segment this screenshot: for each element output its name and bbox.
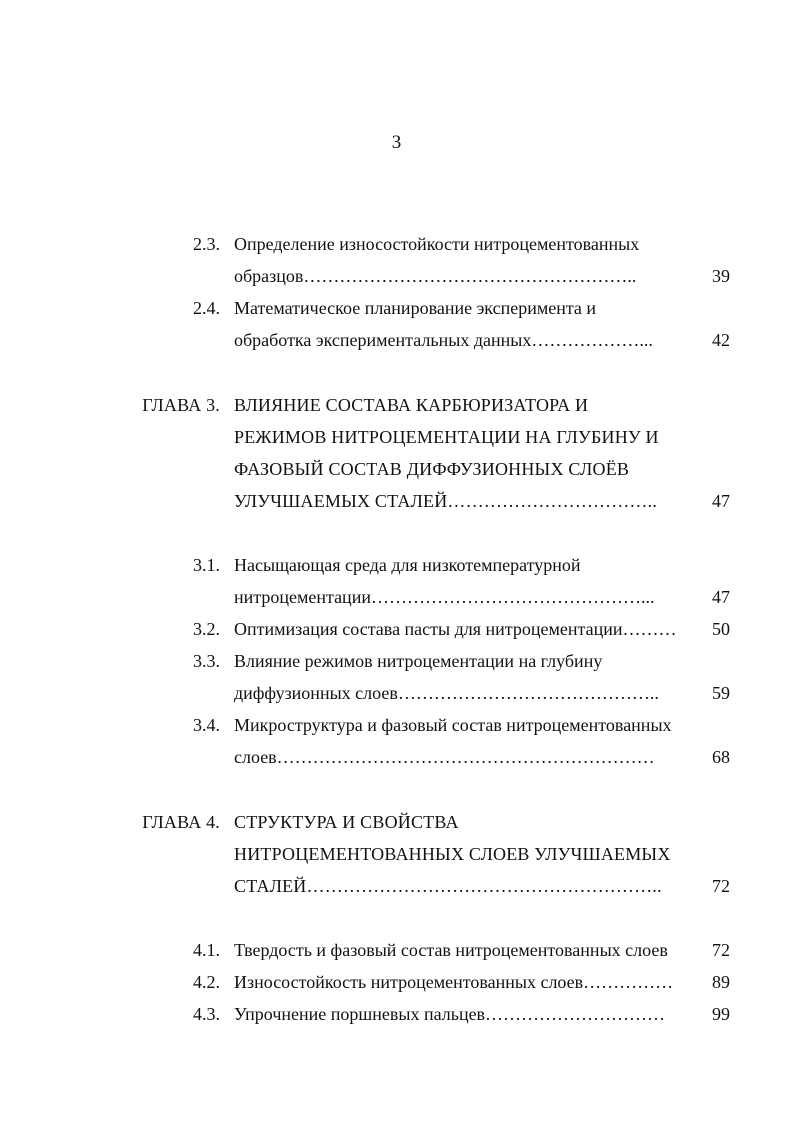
chapter-title-cont: ФАЗОВЫЙ СОСТАВ ДИФФУЗИОННЫХ СЛОЁВ [234,459,630,479]
section-title: Микроструктура и фазовый состав нитроцементованных [234,715,672,735]
chapter-number: ГЛАВА 3. [142,395,220,415]
page-ref: 47 [712,491,730,511]
page-ref: 99 [712,1004,730,1024]
section-title-cont: диффузионных слоев…………………………………….. [234,683,659,703]
chapter-number: ГЛАВА 4. [142,812,220,832]
chapter-title-cont: НИТРОЦЕМЕНТОВАННЫХ СЛОЕВ УЛУЧШАЕМЫХ [234,844,671,864]
section-title: Твердость и фазовый состав нитроцементованных слоев [234,940,668,960]
section-number: 4.3. [193,1004,220,1024]
section-number: 3.1. [193,555,220,575]
chapter-title-cont: УЛУЧШАЕМЫХ СТАЛЕЙ…………………………….. [234,491,658,511]
page-ref: 72 [712,940,730,960]
section-title-cont: образцов……………………………………………….. [234,266,637,286]
chapter-title: ВЛИЯНИЕ СОСТАВА КАРБЮРИЗАТОРА И [234,395,589,415]
page-ref: 47 [712,587,730,607]
section-number: 3.3. [193,651,220,671]
section-number: 2.4. [193,298,220,318]
section-number: 4.1. [193,940,220,960]
chapter-title: СТРУКТУРА И СВОЙСТВА [234,812,459,832]
section-number: 2.3. [193,234,220,254]
section-title-cont: обработка экспериментальных данных………………... [234,330,653,350]
section-title: Определение износостойкости нитроцементованных [234,234,640,254]
section-title: Влияние режимов нитроцементации на глубину [234,651,603,671]
page-ref: 42 [712,330,730,350]
chapter-title-cont: СТАЛЕЙ………………………………………………….. [234,876,662,896]
page-ref: 50 [712,619,730,639]
section-title-cont: нитроцементации………………………………………... [234,587,655,607]
section-number: 4.2. [193,972,220,992]
section-title: Упрочнение поршневых пальцев………………………… [234,1004,666,1024]
page-ref: 39 [712,266,730,286]
chapter-title-cont: РЕЖИМОВ НИТРОЦЕМЕНТАЦИИ НА ГЛУБИНУ И [234,427,659,447]
section-title: Математическое планирование эксперимента и [234,298,597,318]
page-ref: 72 [712,876,730,896]
section-title-cont: слоев……………………………………………………… [234,747,655,767]
page-ref: 59 [712,683,730,703]
section-number: 3.4. [193,715,220,735]
section-title: Оптимизация состава пасты для нитроцементации……… [234,619,677,639]
page-ref: 89 [712,972,730,992]
section-number: 3.2. [193,619,220,639]
section-title: Насыщающая среда для низкотемпературной [234,555,581,575]
page-ref: 68 [712,747,730,767]
section-title: Износостойкость нитроцементованных слоев…………… [234,972,674,992]
page-number: 3 [391,132,402,153]
